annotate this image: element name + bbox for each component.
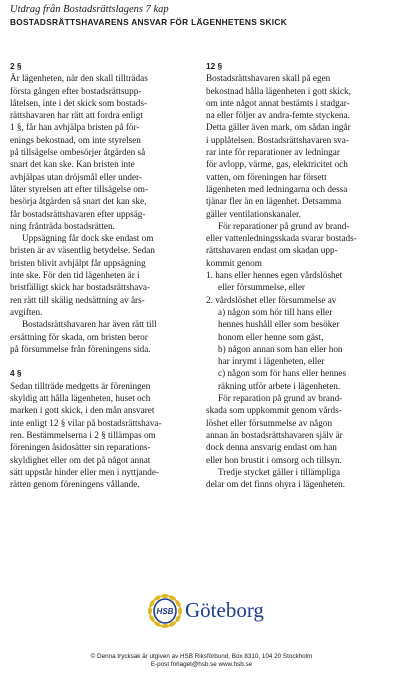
section-12-paragraph-2 <box>206 220 357 269</box>
footer-contact: E-post forlaget@hsb.se www.hsb.se <box>150 661 253 668</box>
text-line: ersättning för skada, om bristen beror <box>10 331 148 342</box>
text-line: skyldighet eller om det på något annat <box>10 454 151 465</box>
list-item-1: 1. hans eller hennes egen vårdslöshet <box>206 270 343 281</box>
text-line: bristfälligt skick har bostadsrättshava- <box>10 282 151 293</box>
text-line: dock denna ansvarig endast om han <box>206 442 337 453</box>
text-line: eller hon brustit i omsorg och tillsyn. <box>206 454 342 465</box>
crest-leaf <box>161 624 169 628</box>
text-line: rätten genom föreningens vållande. <box>10 479 140 490</box>
document-kicker: Utdrag från Bostadsrättslagens 7 kap <box>10 4 169 15</box>
text-line: rättshavaren endast om skadan upp- <box>206 245 338 256</box>
text-line: rar inte för reparationer av ledningar <box>206 147 340 158</box>
text-line: Uppsägning får dock ske endast om <box>22 233 154 244</box>
text-line: avhjälpas utan dröjsmål eller under- <box>10 171 142 182</box>
text-line: för avlopp, värme, gas, elektricitet och <box>206 159 348 170</box>
text-line: låter styrelsen att efter tillsägelse om- <box>10 183 149 194</box>
text-line: bristen är av väsentlig betydelse. Sedan <box>10 245 155 256</box>
text-line: snart det kan ske. Kan bristen inte <box>10 159 135 170</box>
list-item-2c-cont: räkning utför arbete i lägenheten. <box>218 380 341 391</box>
list-item-2c: c) någon som för hans eller hennes <box>218 368 347 379</box>
text-line: ren. Bestämmelserna i 2 § tillämpas om <box>10 429 156 440</box>
text-line: Sedan tillträde medgetts är föreningen <box>10 380 151 391</box>
text-line: gäller ventilationskanaler. <box>206 208 301 219</box>
list-item-2a-cont: hennes hushåll eller som besöker <box>218 319 340 330</box>
crest-monogram: HSB <box>156 607 174 616</box>
text-line: får bostadsrättshavaren efter uppsäg- <box>10 208 146 219</box>
text-line: besörja åtgärden så snart det kan ske, <box>10 196 147 207</box>
text-line: lägenheten med ledningarna och dessa <box>206 183 348 194</box>
text-line: föreningen åsidosätter sin reparations- <box>10 442 151 453</box>
footer-publisher: © Denna trycksak är utgiven av HSB Riksförbund, Box 8310, 104 20 Stockholm <box>90 653 313 660</box>
crest-leaf <box>148 607 152 615</box>
section-12-paragraph-1 <box>206 72 357 220</box>
section-2-paragraph-1 <box>10 72 162 232</box>
text-line: rättshavaren har rätt att fordra enligt <box>10 110 143 121</box>
list-item-2b-cont: har inrymt i lägenheten, eller <box>218 356 325 367</box>
text-line: bekostnad hålla lägenheten i gott skick, <box>206 85 351 96</box>
text-line: på försummelse från föreningens sida. <box>10 343 151 354</box>
list-item-2b: b) någon annan som han eller hon <box>218 343 343 354</box>
text-line: enings bekostnad, om inte styrelsen <box>10 134 141 145</box>
crest-leaf <box>178 607 182 615</box>
text-line: För reparation på grund av brand- <box>218 393 343 404</box>
left-column <box>10 60 162 490</box>
document-heading: BOSTADSRÄTTSHAVARENS ANSVAR FÖR LÄGENHETENS SKICK <box>10 17 287 27</box>
text-line: bristen blivit avhjälpt får uppsägning <box>10 257 146 268</box>
text-line: på tillsägelse ombesörjer åtgärden så <box>10 147 146 158</box>
crest-leaf <box>161 594 169 598</box>
text-line: löshet eller försummelse av någon <box>206 417 333 428</box>
section-2-paragraph-2 <box>10 232 162 318</box>
text-line: låtelsen, inte i det skick som bostads- <box>10 97 148 108</box>
section-4-paragraph-1 <box>10 380 162 491</box>
text-line: För reparationer på grund av brand- <box>218 220 350 231</box>
section-4-title: 4 § <box>10 368 22 379</box>
section-2-title: 2 § <box>10 61 22 71</box>
list-item-1-cont: eller försummelse, eller <box>218 282 305 293</box>
text-line: ning frånträda bostadsrätten. <box>10 220 115 231</box>
logo-city-name: Göteborg <box>185 598 264 622</box>
text-line: na eller följer av andra-femte styckena. <box>206 110 350 121</box>
section-12-paragraph-3 <box>206 392 357 466</box>
text-line: avgiften. <box>10 306 43 317</box>
text-line: om inte något annat bestämts i stadgar- <box>206 97 350 108</box>
hsb-goteborg-logo <box>145 593 265 629</box>
text-line: ren rätt till skälig nedsättning av års- <box>10 294 145 305</box>
text-line: Detta gäller även mark, om sådan ingår <box>206 122 351 133</box>
text-line: eller vattenledningsskada svarar bostads- <box>206 233 357 244</box>
text-line: första gången efter bostadsrättsupp- <box>10 85 142 96</box>
text-line: marken i gott skick, i den mån ansvaret <box>10 405 155 416</box>
text-line: skada som uppkommit genom vårds- <box>206 405 342 416</box>
text-line: vatten, om föreningen har försett <box>206 171 327 182</box>
section-12-paragraph-4 <box>206 466 357 491</box>
text-line: delar om det finns ohyra i lägenheten. <box>206 479 346 490</box>
text-line: inte enligt 12 § vilar på bostadsrättshava- <box>10 417 162 428</box>
text-line: tjänar fler än en lägenhet. Detsamma <box>206 196 342 207</box>
text-line: inte ske. För den tid lägenheten är i <box>10 270 140 281</box>
text-line: sätt uppstår hinder eller men i nyttjande- <box>10 466 159 477</box>
text-line: Bostadsrättshavaren skall på egen <box>206 73 331 84</box>
text-line: i upplåtelsen. Bostadsrättshavaren sva- <box>206 134 349 145</box>
list-item-2: 2. vårdslöshet eller försummelse av <box>206 294 337 305</box>
list-item-2a: a) någon som hör till hans eller <box>218 306 333 317</box>
section-2-paragraph-3 <box>10 318 162 355</box>
list-item-2a-cont: honom eller henne som gäst, <box>218 331 324 342</box>
text-line: annan än bostadsrättshavaren själv är <box>206 429 343 440</box>
text-line: skyldig att hålla lägenheten, huset och <box>10 393 151 404</box>
text-line: kommit genom <box>206 257 262 268</box>
responsibility-list <box>206 269 357 392</box>
text-line: 1 §, får han avhjälpa bristen på för- <box>10 122 140 133</box>
text-line: Tredje stycket gäller i tillämpliga <box>218 466 341 477</box>
hsb-crest-icon <box>145 593 185 629</box>
right-column <box>206 60 357 490</box>
text-line: Är lägenheten, när den skall tillträdas <box>10 73 148 84</box>
section-12-title: 12 § <box>206 61 223 71</box>
text-line: Bostadsrättshavaren har även rätt till <box>22 319 157 330</box>
